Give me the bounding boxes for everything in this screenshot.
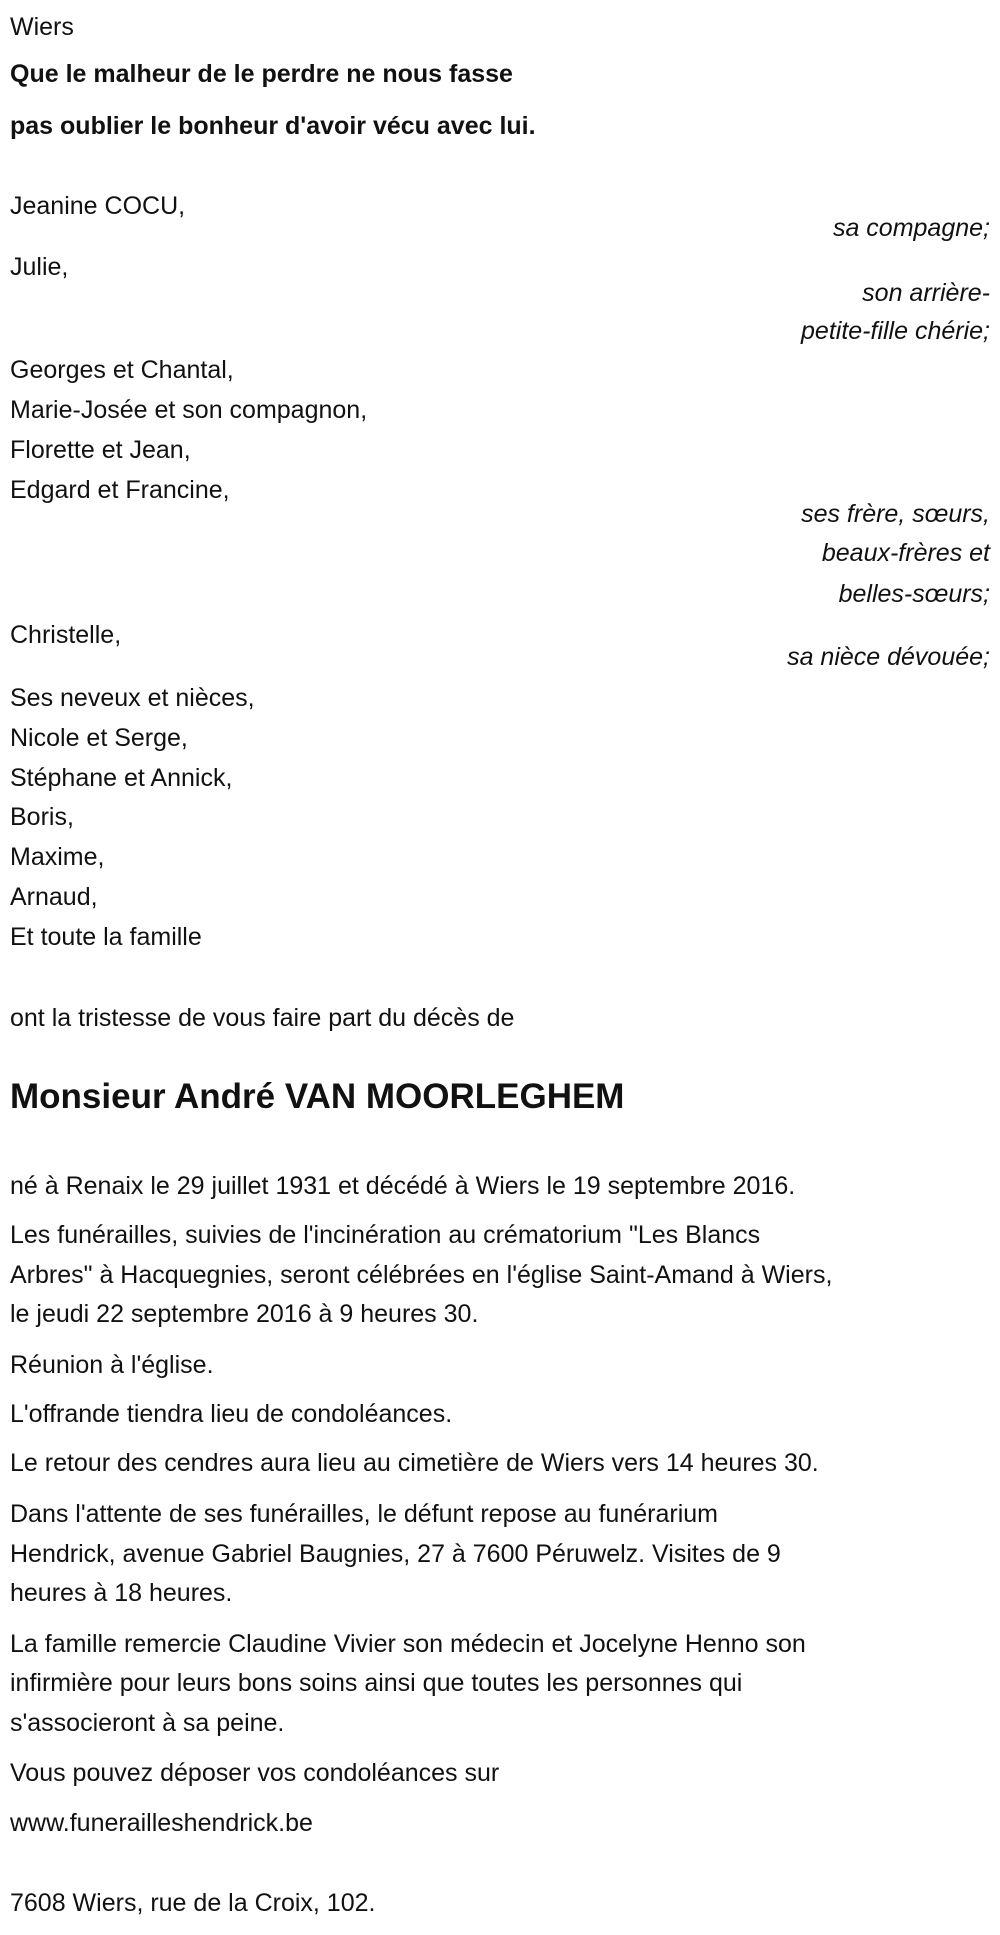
deceased-name: Monsieur André VAN MOORLEGHEM <box>10 1077 625 1116</box>
funeral-line: le jeudi 22 septembre 2016 à 9 heures 30. <box>10 1300 479 1328</box>
birth-death: né à Renaix le 29 juillet 1931 et décédé à Wiers le 19 septembre 2016. <box>10 1172 796 1200</box>
announcement: ont la tristesse de vous faire part du décès de <box>10 1004 515 1032</box>
relative: Stéphane et Annick, <box>10 764 233 792</box>
relative: Ses neveux et nièces, <box>10 684 255 712</box>
address: 7608 Wiers, rue de la Croix, 102. <box>10 1889 376 1917</box>
relative: Arnaud, <box>10 883 98 911</box>
rest-line: Dans l'attente de ses funérailles, le défunt repose au funérarium <box>10 1500 718 1528</box>
quote-line: pas oublier le bonheur d'avoir vécu avec lui. <box>10 112 536 140</box>
relative: Nicole et Serge, <box>10 724 188 752</box>
siblings-role: beaux-frères et <box>821 539 990 567</box>
relative: Maxime, <box>10 843 105 871</box>
meeting: Réunion à l'église. <box>10 1351 214 1379</box>
great-granddaughter-role: son arrière- <box>862 279 990 307</box>
sibling: Florette et Jean, <box>10 436 191 464</box>
funeral-line: Arbres" à Hacquegnies, seront célébrées en l'église Saint-Amand à Wiers, <box>10 1261 833 1289</box>
quote-line: Que le malheur de le perdre ne nous fasse <box>10 60 513 88</box>
rest-line: heures à 18 heures. <box>10 1579 233 1607</box>
sibling: Georges et Chantal, <box>10 356 234 384</box>
relative: Boris, <box>10 803 74 831</box>
companion: Jeanine COCU, <box>10 192 186 220</box>
offering: L'offrande tiendra lieu de condoléances. <box>10 1400 453 1428</box>
relative: Et toute la famille <box>10 923 202 951</box>
funeral-line: Les funérailles, suivies de l'incinération au crématorium "Les Blancs <box>10 1221 761 1249</box>
thanks-line: infirmière pour leurs bons soins ainsi que toutes les personnes qui <box>10 1669 743 1697</box>
sibling: Edgard et Francine, <box>10 476 230 504</box>
website-link[interactable]: www.funerailleshendrick.be <box>10 1809 313 1837</box>
great-granddaughter-role: petite-fille chérie; <box>801 317 990 345</box>
companion-role: sa compagne; <box>832 214 990 242</box>
thanks-line: La famille remercie Claudine Vivier son médecin et Jocelyne Henno son <box>10 1630 806 1658</box>
rest-line: Hendrick, avenue Gabriel Baugnies, 27 à 7600 Péruwelz. Visites de 9 <box>10 1540 781 1568</box>
siblings-role: ses frère, sœurs, <box>801 500 990 528</box>
siblings-role: belles-sœurs; <box>838 580 990 608</box>
great-granddaughter: Julie, <box>10 253 69 281</box>
niece: Christelle, <box>10 621 122 649</box>
niece-role: sa nièce dévouée; <box>787 643 990 671</box>
condolences: Vous pouvez déposer vos condoléances sur <box>10 1759 500 1787</box>
sibling: Marie-Josée et son compagnon, <box>10 396 368 424</box>
thanks-line: s'associeront à sa peine. <box>10 1709 285 1737</box>
place: Wiers <box>10 13 74 41</box>
ashes: Le retour des cendres aura lieu au cimetière de Wiers vers 14 heures 30. <box>10 1449 819 1477</box>
